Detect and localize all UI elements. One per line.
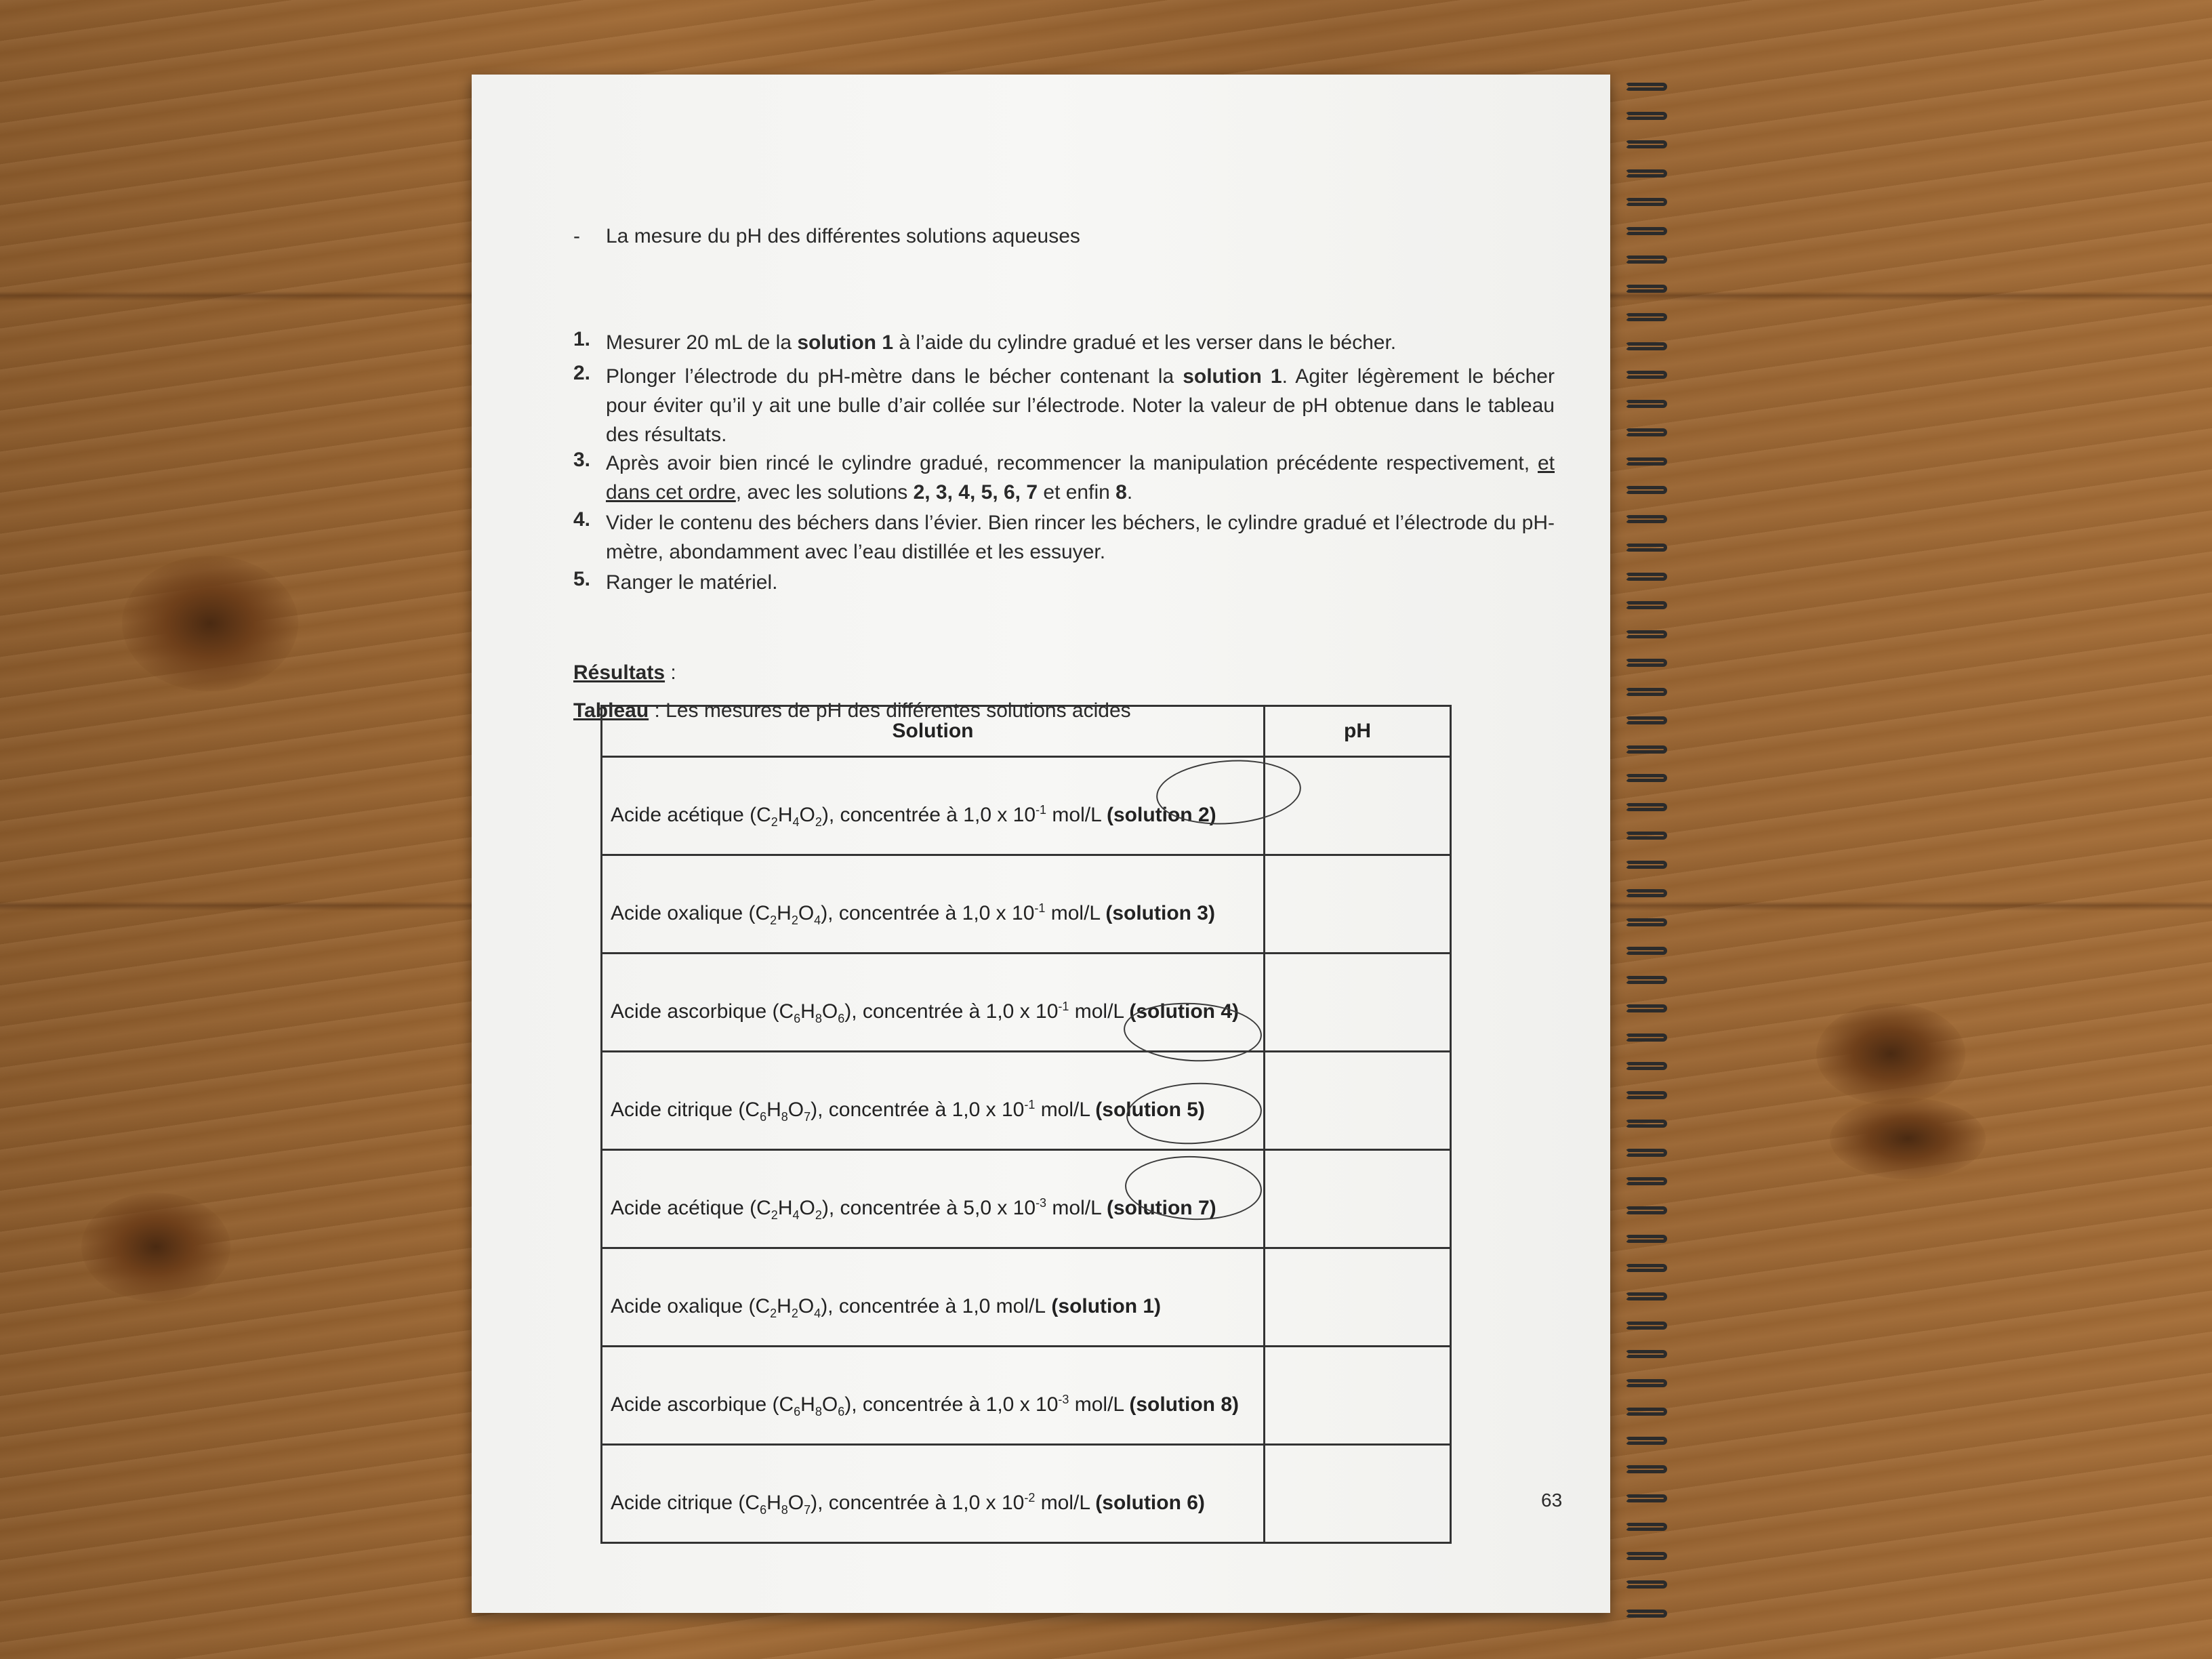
formula-subscript: 2 <box>815 1208 822 1222</box>
concentration-unit: mol/L <box>1046 803 1107 826</box>
spiral-coil <box>1625 427 1673 438</box>
formula-element: H <box>777 1196 793 1219</box>
step-text-part: Plonger l’électrode du pH-mètre dans le bécher contenant la <box>606 365 1183 388</box>
solution-id: (solution 5) <box>1095 1098 1205 1121</box>
concentration: ), concentrée à 5,0 x 10 <box>821 1196 1036 1219</box>
formula-subscript: 4 <box>814 1306 821 1320</box>
results-colon: : <box>665 661 676 684</box>
formula-subscript: 8 <box>781 1502 788 1517</box>
spiral-coil <box>1625 1378 1673 1389</box>
step-text <box>606 362 1555 449</box>
bullet-dash: - <box>573 225 580 247</box>
spiral-coil <box>1625 369 1673 380</box>
acid-name: Acide acétique (C <box>611 803 771 826</box>
step-number: 2. <box>573 362 591 384</box>
spiral-coil <box>1625 514 1673 525</box>
formula-subscript: 6 <box>760 1109 767 1124</box>
spiral-coil <box>1625 1233 1673 1244</box>
results-heading-text: Résultats <box>573 661 665 684</box>
concentration: ), concentrée à 1,0 x 10 <box>811 1098 1025 1121</box>
formula-subscript: 2 <box>791 913 798 927</box>
solution-id: (solution 3) <box>1105 901 1215 924</box>
wood-knot <box>1830 1098 1986 1179</box>
bold-text: solution 1 <box>797 331 894 354</box>
spiral-coil <box>1625 687 1673 697</box>
spiral-coil <box>1625 456 1673 467</box>
spiral-coil <box>1625 859 1673 870</box>
step-number: 4. <box>573 508 591 531</box>
concentration-exponent: -1 <box>1058 999 1069 1013</box>
table-row <box>602 1150 1451 1248</box>
acid-name: Acide ascorbique (C <box>611 1000 794 1023</box>
formula-element: H <box>777 901 792 924</box>
formula-subscript: 2 <box>815 815 822 829</box>
step-text-part: à l’aide du cylindre gradué et les verser dans le bécher. <box>893 331 1397 354</box>
step-text-part: Vider le contenu des béchers dans l’évier. Bien rincer les béchers, le cylindre gradué et l’électrode du pH-mètre, abondamment avec l’eau distillée et les essuyer. <box>606 512 1555 563</box>
bold-text: 2, 3, 4, 5, 6, 7 <box>913 481 1038 504</box>
bold-text: solution 1 <box>1183 365 1282 388</box>
formula-subscript: 6 <box>794 1011 801 1025</box>
spiral-coil <box>1625 1263 1673 1273</box>
formula-subscript: 2 <box>771 815 778 829</box>
spiral-coil <box>1625 600 1673 611</box>
concentration-exponent: -1 <box>1034 901 1046 915</box>
formula-subscript: 2 <box>791 1306 798 1320</box>
solution-cell <box>602 855 1265 954</box>
formula-element: O <box>798 1294 815 1317</box>
formula-subscript: 2 <box>770 913 777 927</box>
formula-element: H <box>800 1000 815 1023</box>
concentration: ), concentrée à 1,0 x 10 <box>821 803 1036 826</box>
concentration-unit: mol/L <box>1045 901 1106 924</box>
spiral-coil <box>1625 485 1673 495</box>
spiral-coil <box>1625 283 1673 294</box>
intro-bullet-text: La mesure du pH des différentes solutions aqueuses <box>606 225 1080 247</box>
formula-subscript: 4 <box>792 815 800 829</box>
spiral-coil <box>1625 1205 1673 1216</box>
spiral-coil <box>1625 802 1673 813</box>
spiral-coil <box>1625 226 1673 237</box>
solution-cell <box>602 1248 1265 1347</box>
acid-name: Acide oxalique (C <box>611 1294 771 1317</box>
spiral-coil <box>1625 1464 1673 1475</box>
formula-element: O <box>821 1000 838 1023</box>
spiral-coil <box>1625 1406 1673 1417</box>
table-row <box>602 1052 1451 1150</box>
spiral-coil <box>1625 1608 1673 1619</box>
formula-element: O <box>798 901 815 924</box>
ph-value-cell[interactable] <box>1265 1150 1451 1248</box>
ph-value-cell[interactable] <box>1265 855 1451 954</box>
table-caption-text: : Les mesures de pH des différentes solutions acides <box>649 699 1131 722</box>
step-number: 3. <box>573 449 591 471</box>
solution-id: (solution 8) <box>1129 1393 1239 1416</box>
concentration: ), concentrée à 1,0 x 10 <box>821 901 1035 924</box>
spiral-coil <box>1625 1320 1673 1331</box>
concentration: ), concentrée à 1,0 x 10 <box>844 1000 1059 1023</box>
spiral-coil <box>1625 888 1673 899</box>
spiral-coil <box>1625 1291 1673 1302</box>
notebook-page <box>472 75 1610 1613</box>
ph-value-cell[interactable] <box>1265 1052 1451 1150</box>
formula-subscript: 8 <box>815 1404 822 1418</box>
formula-subscript: 6 <box>838 1011 845 1025</box>
ph-value-cell[interactable] <box>1265 954 1451 1052</box>
spiral-coil <box>1625 830 1673 841</box>
formula-subscript: 8 <box>815 1011 822 1025</box>
formula-subscript: 2 <box>770 1306 777 1320</box>
formula-element: H <box>777 1294 792 1317</box>
spiral-coil <box>1625 1551 1673 1561</box>
spiral-coil <box>1625 773 1673 783</box>
concentration-unit: mol/L <box>1069 1393 1130 1416</box>
step-number: 5. <box>573 568 591 590</box>
concentration: ), concentrée à 1,0 mol/L <box>821 1294 1046 1317</box>
formula-element: H <box>800 1393 815 1416</box>
solution-id: (solution 6) <box>1095 1491 1205 1514</box>
spiral-coil <box>1625 1349 1673 1359</box>
solution-cell <box>602 1347 1265 1445</box>
formula-subscript: 6 <box>760 1502 767 1517</box>
formula-subscript: 7 <box>804 1502 811 1517</box>
formula-element: O <box>787 1491 804 1514</box>
spiral-coil <box>1625 1176 1673 1187</box>
formula-element: O <box>787 1098 804 1121</box>
step-text <box>606 449 1555 507</box>
page-content <box>472 75 1610 1613</box>
header-ph: pH <box>1265 706 1451 757</box>
spiral-coil <box>1625 1003 1673 1014</box>
step-text-part: Après avoir bien rincé le cylindre gradué, recommencer la manipulation précédente respectivement, <box>606 452 1538 474</box>
step-number: 1. <box>573 328 591 350</box>
step-text-part: Ranger le matériel. <box>606 571 778 594</box>
concentration-exponent: -3 <box>1058 1392 1069 1406</box>
spiral-coil <box>1625 1435 1673 1446</box>
page-number: 63 <box>1541 1490 1563 1511</box>
solution-id: (solution 7) <box>1107 1196 1216 1219</box>
spiral-coil <box>1625 945 1673 956</box>
formula-subscript: 7 <box>804 1109 811 1124</box>
acid-name: Acide acétique (C <box>611 1196 771 1219</box>
concentration-unit: mol/L <box>1046 1196 1107 1219</box>
spiral-coil <box>1625 975 1673 985</box>
formula-subscript: 8 <box>781 1109 788 1124</box>
step-text-part: . <box>1126 481 1133 504</box>
spiral-coil <box>1625 1493 1673 1504</box>
ph-value-cell[interactable] <box>1265 757 1451 855</box>
table-row <box>602 855 1451 954</box>
results-heading <box>573 661 676 684</box>
spiral-coil <box>1625 341 1673 352</box>
spiral-coil <box>1625 1090 1673 1101</box>
acid-name: Acide citrique (C <box>611 1098 760 1121</box>
underlined-text: et dans cet ordre <box>606 452 1555 504</box>
ph-value-cell[interactable] <box>1265 1445 1451 1543</box>
wood-knot <box>1816 1003 1965 1105</box>
table-label: Tableau <box>573 699 649 722</box>
table-row <box>602 1248 1451 1347</box>
table-body <box>602 757 1451 1543</box>
formula-element: H <box>766 1491 781 1514</box>
formula-element: O <box>799 1196 815 1219</box>
concentration: ), concentrée à 1,0 x 10 <box>811 1491 1025 1514</box>
step-text <box>606 328 1555 357</box>
solution-cell <box>602 1445 1265 1543</box>
table-row <box>602 757 1451 855</box>
step-text-part: et enfin <box>1038 481 1116 504</box>
spiral-coil <box>1625 197 1673 207</box>
spiral-coil <box>1625 312 1673 323</box>
concentration-exponent: -1 <box>1036 802 1047 817</box>
table-row <box>602 954 1451 1052</box>
formula-element: H <box>777 803 793 826</box>
formula-subscript: 6 <box>838 1404 845 1418</box>
header-solution: Solution <box>602 706 1265 757</box>
table-header-row <box>602 706 1451 757</box>
spiral-coil <box>1625 657 1673 668</box>
concentration-exponent: -3 <box>1036 1195 1047 1210</box>
acid-name: Acide oxalique (C <box>611 901 771 924</box>
formula-element: H <box>766 1098 781 1121</box>
spiral-coil <box>1625 571 1673 582</box>
table-row <box>602 1347 1451 1445</box>
ph-value-cell[interactable] <box>1265 1248 1451 1347</box>
spiral-coil <box>1625 81 1673 92</box>
concentration-exponent: -1 <box>1024 1097 1036 1111</box>
results-table <box>600 705 1452 1544</box>
spiral-coil <box>1625 1521 1673 1532</box>
concentration: ), concentrée à 1,0 x 10 <box>844 1393 1059 1416</box>
spiral-coil <box>1625 1147 1673 1158</box>
wood-knot <box>122 556 298 691</box>
step-text-part: . Agiter légèrement le bécher pour éviter qu’il y ait une bulle d’air collée sur l’électrode. Noter la valeur de pH obtenue dans le tableau des résultats. <box>606 365 1555 446</box>
table-row <box>602 1445 1451 1543</box>
step-text <box>606 568 1555 597</box>
spiral-coil <box>1625 254 1673 265</box>
formula-element: O <box>821 1393 838 1416</box>
bold-text: 8 <box>1115 481 1127 504</box>
formula-element: O <box>799 803 815 826</box>
formula-subscript: 4 <box>814 913 821 927</box>
concentration-exponent: -2 <box>1024 1490 1036 1504</box>
wood-knot <box>81 1193 230 1301</box>
spiral-coil <box>1625 715 1673 726</box>
spiral-coil <box>1625 110 1673 121</box>
acid-name: Acide ascorbique (C <box>611 1393 794 1416</box>
spiral-coil <box>1625 1032 1673 1043</box>
spiral-coil <box>1625 1579 1673 1590</box>
spiral-coil <box>1625 168 1673 179</box>
spiral-coil <box>1625 139 1673 150</box>
step-text-part: , avec les solutions <box>735 481 914 504</box>
concentration-unit: mol/L <box>1069 1000 1130 1023</box>
ph-value-cell[interactable] <box>1265 1347 1451 1445</box>
concentration-unit: mol/L <box>1035 1491 1096 1514</box>
spiral-coil <box>1625 629 1673 640</box>
solution-id: (solution 4) <box>1129 1000 1239 1023</box>
solution-id: (solution 2) <box>1107 803 1216 826</box>
formula-subscript: 4 <box>792 1208 800 1222</box>
spiral-coil <box>1625 917 1673 928</box>
acid-name: Acide citrique (C <box>611 1491 760 1514</box>
spiral-coil <box>1625 398 1673 409</box>
step-text-part: Mesurer 20 mL de la <box>606 331 798 354</box>
formula-subscript: 2 <box>771 1208 778 1222</box>
step-text <box>606 508 1555 567</box>
spiral-coil <box>1625 1118 1673 1129</box>
spiral-coil <box>1625 1061 1673 1071</box>
spiral-coil <box>1625 542 1673 553</box>
concentration-unit: mol/L <box>1035 1098 1096 1121</box>
solution-id: (solution 1) <box>1051 1294 1162 1317</box>
formula-subscript: 6 <box>794 1404 801 1418</box>
spiral-coil <box>1625 744 1673 755</box>
